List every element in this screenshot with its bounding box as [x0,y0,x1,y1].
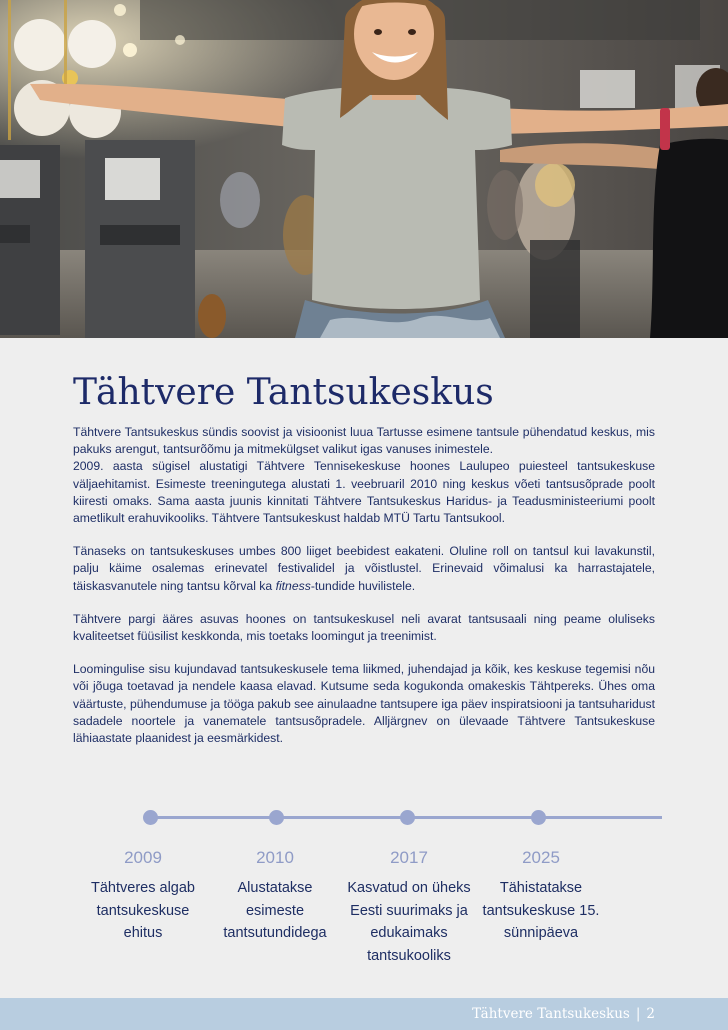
intro-text [73,424,655,763]
paragraph-line: 2009. aasta sügisel alustatigi Tähtvere Tennisekeskuse hoones Laulupeo puiesteel tantsukeskuse väljaehitamist. Esimeste treeningutega alustati 1. veebruaril 2010 ning keskus võeti tantsusõprade poolt kiiresti omaks. Sama aasta juunis kinnitati Tähtvere Tantsukeskus Haridus- ja Teadusministeeriumi poolt ametlikult erahuvikooliks. Tähtvere Tantsukeskust haldab MTÜ Tartu Tantsukool. [73,459,655,526]
page-footer [0,998,728,1030]
paragraph-text: Tänaseks on tantsukeskuses umbes 800 liiget beebidest eakateni. Oluline roll on tantsul kui lavakunstil, palju käime osalemas erinevatel festivalidel ja võistlustel. Erinevaid võimalusi ka harrastajatele, täiskasvanutele ning tantsu kõrval ka [73,544,655,593]
footer-title: Tähtvere Tantsukeskus [472,1006,630,1022]
hero-photo [0,0,728,338]
footer-separator: | [635,1006,641,1022]
fitness-italic-text: fitness [275,578,311,593]
timeline-dot [143,810,158,825]
footer-label [472,1004,655,1024]
timeline-description: Kasvatud on üheks Eesti suurimaks ja edukaimaks tantsukooliks [347,880,471,964]
timeline-description: Alustatakse esimeste tantsutundidega [223,880,327,941]
timeline-dot [269,810,284,825]
timeline-event [476,846,606,945]
timeline-year: 2025 [522,848,560,867]
paragraph-building: Tähtvere pargi ääres asuvas hoones on tantsukeskusel neli avarat tantsusaali ning peame oluliseks kvaliteetset füüsilist keskkonda, mis toetaks loomingut ja treenimist. [73,611,655,644]
timeline-description: Tähistatakse tantsukeskuse 15. sünnipäeva [482,880,600,941]
timeline-year: 2017 [390,848,428,867]
page-number: 2 [646,1006,655,1022]
timeline-dot [531,810,546,825]
paragraph-members [73,543,655,595]
timeline-year: 2010 [256,848,294,867]
timeline-description: Tähtveres algab tantsukeskuse ehitus [91,880,195,941]
paragraph-community: Loomingulise sisu kujundavad tantsukeskusele tema liikmed, juhendajad ja kõik, kes keskuse tegemisi nõu või jõuga toetavad ja nendele kaasa elavad. Kutsume seda kogukonda omakeskis Tähtpereks. Ühes oma väärtuste, pühendumuse ja tööga pakub see ainulaadne tantsupere iga päev inspiratsiooni ja tantsuharidust sadadele noortele ja vanematele tantsusõpradele. Alljärgnev on ülevaade Tähtvere Tantsukeskuse lähiaastate plaanidest ja eesmärkidest. [73,662,655,746]
page-title: Tähtvere Tantsukeskus [73,372,494,413]
timeline-dot [400,810,415,825]
timeline-year: 2009 [124,848,162,867]
timeline-event [78,846,208,945]
paragraph-line: Tähtvere Tantsukeskus sündis soovist ja visioonist luua Tartusse esimene tantsule pühendatud keskus, mis pakuks arengut, tantsurõõmu ja mitmekülgset valikut igas vanuses inimestele. [73,425,655,457]
paragraph-history [73,424,655,527]
timeline-event [344,846,474,967]
timeline-event [210,846,340,945]
paragraph-text: -tundide huvilistele. [310,578,416,593]
